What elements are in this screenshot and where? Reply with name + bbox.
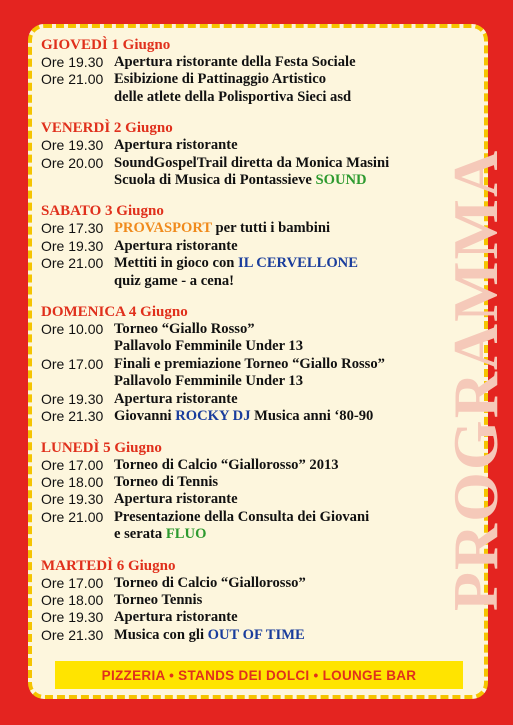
day-title: MARTEDÌ 6 Giugno: [41, 557, 176, 574]
event-text: Mettiti in gioco con: [114, 255, 239, 272]
event-time: Ore 21.00: [41, 255, 104, 272]
event-text: Giovanni: [114, 408, 176, 425]
event-time: Ore 18.00: [41, 473, 104, 490]
event-time: Ore 17.30: [41, 220, 104, 237]
event-row: [41, 155, 471, 172]
event-text: Torneo di Calcio “Giallorosso”: [114, 574, 306, 591]
event-row: [41, 356, 471, 373]
event-row: [41, 474, 471, 491]
event-text: Apertura ristorante: [114, 237, 238, 254]
event-text: Apertura ristorante: [114, 137, 238, 154]
event-text: e serata: [114, 526, 166, 543]
event-row: [41, 391, 471, 408]
event-text: Presentazione della Consulta dei Giovani: [114, 508, 370, 525]
event-text: Torneo di Calcio “Giallorosso” 2013: [114, 456, 339, 473]
day-title: SABATO 3 Giugno: [41, 203, 164, 220]
event-row: [41, 408, 471, 425]
event-time: Ore 17.00: [41, 456, 104, 473]
event-time: Ore 21.00: [41, 71, 104, 88]
event-text: quiz game - a cena!: [114, 272, 234, 289]
event-time: Ore 17.00: [41, 574, 104, 591]
event-row: [41, 54, 471, 71]
event-row: [41, 627, 471, 644]
event-row: [41, 71, 471, 88]
event-time: Ore 21.30: [41, 626, 104, 643]
program-list: [41, 36, 471, 644]
event-time: Ore 19.30: [41, 237, 104, 254]
event-text: Torneo “Giallo Rosso”: [114, 321, 255, 338]
event-row: [41, 457, 471, 474]
event-continuation: [41, 338, 471, 355]
day-title: GIOVEDÌ 1 Giugno: [41, 37, 171, 53]
event-text: Musica con gli: [114, 626, 208, 643]
event-text: Apertura ristorante: [114, 390, 238, 407]
event-time: Ore 21.00: [41, 508, 104, 525]
event-row: [41, 609, 471, 626]
event-row: [41, 321, 471, 338]
highlight-rocky-dj: ROCKY DJ: [175, 408, 251, 425]
event-time: Ore 19.30: [41, 54, 104, 70]
event-row: [41, 137, 471, 154]
event-text: Musica anni ‘80-90: [250, 408, 374, 425]
highlight-cervellone: IL CERVELLONE: [238, 255, 358, 272]
event-text: SoundGospelTrail diretta da Monica Masini: [114, 154, 390, 171]
highlight-sound: SOUND: [315, 172, 367, 189]
event-text: delle atlete della Polisportiva Sieci asd: [114, 88, 352, 105]
event-text: Torneo Tennis: [114, 591, 203, 608]
event-text: Apertura ristorante: [114, 609, 238, 626]
day-title: VENERDÌ 2 Giugno: [41, 120, 173, 137]
highlight-provasport: PROVASPORT: [114, 220, 212, 237]
event-text: Pallavolo Femminile Under 13: [114, 338, 304, 355]
event-text: Pallavolo Femminile Under 13: [114, 373, 304, 390]
event-text: per tutti i bambini: [211, 220, 331, 237]
event-text: Apertura ristorante: [114, 491, 238, 508]
event-continuation: [41, 89, 471, 106]
event-time: Ore 10.00: [41, 321, 104, 338]
day-title: DOMENICA 4 Giugno: [41, 304, 188, 321]
event-time: Ore 18.00: [41, 591, 104, 608]
event-row: [41, 255, 471, 272]
event-row: [41, 491, 471, 508]
event-row: [41, 509, 471, 526]
event-time: Ore 17.00: [41, 355, 104, 372]
event-time: Ore 21.30: [41, 408, 104, 425]
event-row: [41, 575, 471, 592]
event-row: [41, 592, 471, 609]
highlight-fluo: FLUO: [165, 526, 207, 543]
event-text: Finali e premiazione Torneo “Giallo Rosso”: [114, 355, 385, 372]
event-row: [41, 238, 471, 255]
event-time: Ore 19.30: [41, 390, 104, 407]
event-continuation: [41, 172, 471, 189]
event-time: Ore 19.30: [41, 609, 104, 626]
event-text: Esibizione di Pattinaggio Artistico: [114, 71, 327, 88]
event-text: Torneo di Tennis: [114, 473, 219, 490]
event-time: Ore 20.00: [41, 154, 104, 171]
day-title: LUNEDÌ 5 Giugno: [41, 439, 162, 456]
event-time: Ore 19.30: [41, 491, 104, 508]
event-row: [41, 220, 471, 237]
event-time: Ore 19.30: [41, 137, 104, 154]
event-continuation: [41, 373, 471, 390]
footer-banner: PIZZERIA • STANDS DEI DOLCI • LOUNGE BAR: [55, 661, 463, 689]
vertical-title: PROGRAMMA: [440, 148, 511, 612]
event-continuation: [41, 273, 471, 290]
event-text: Apertura ristorante della Festa Sociale: [114, 54, 356, 70]
event-text: Scuola di Musica di Pontassieve: [114, 172, 316, 189]
highlight-out-of-time: OUT OF TIME: [207, 626, 305, 643]
event-continuation: [41, 526, 471, 543]
